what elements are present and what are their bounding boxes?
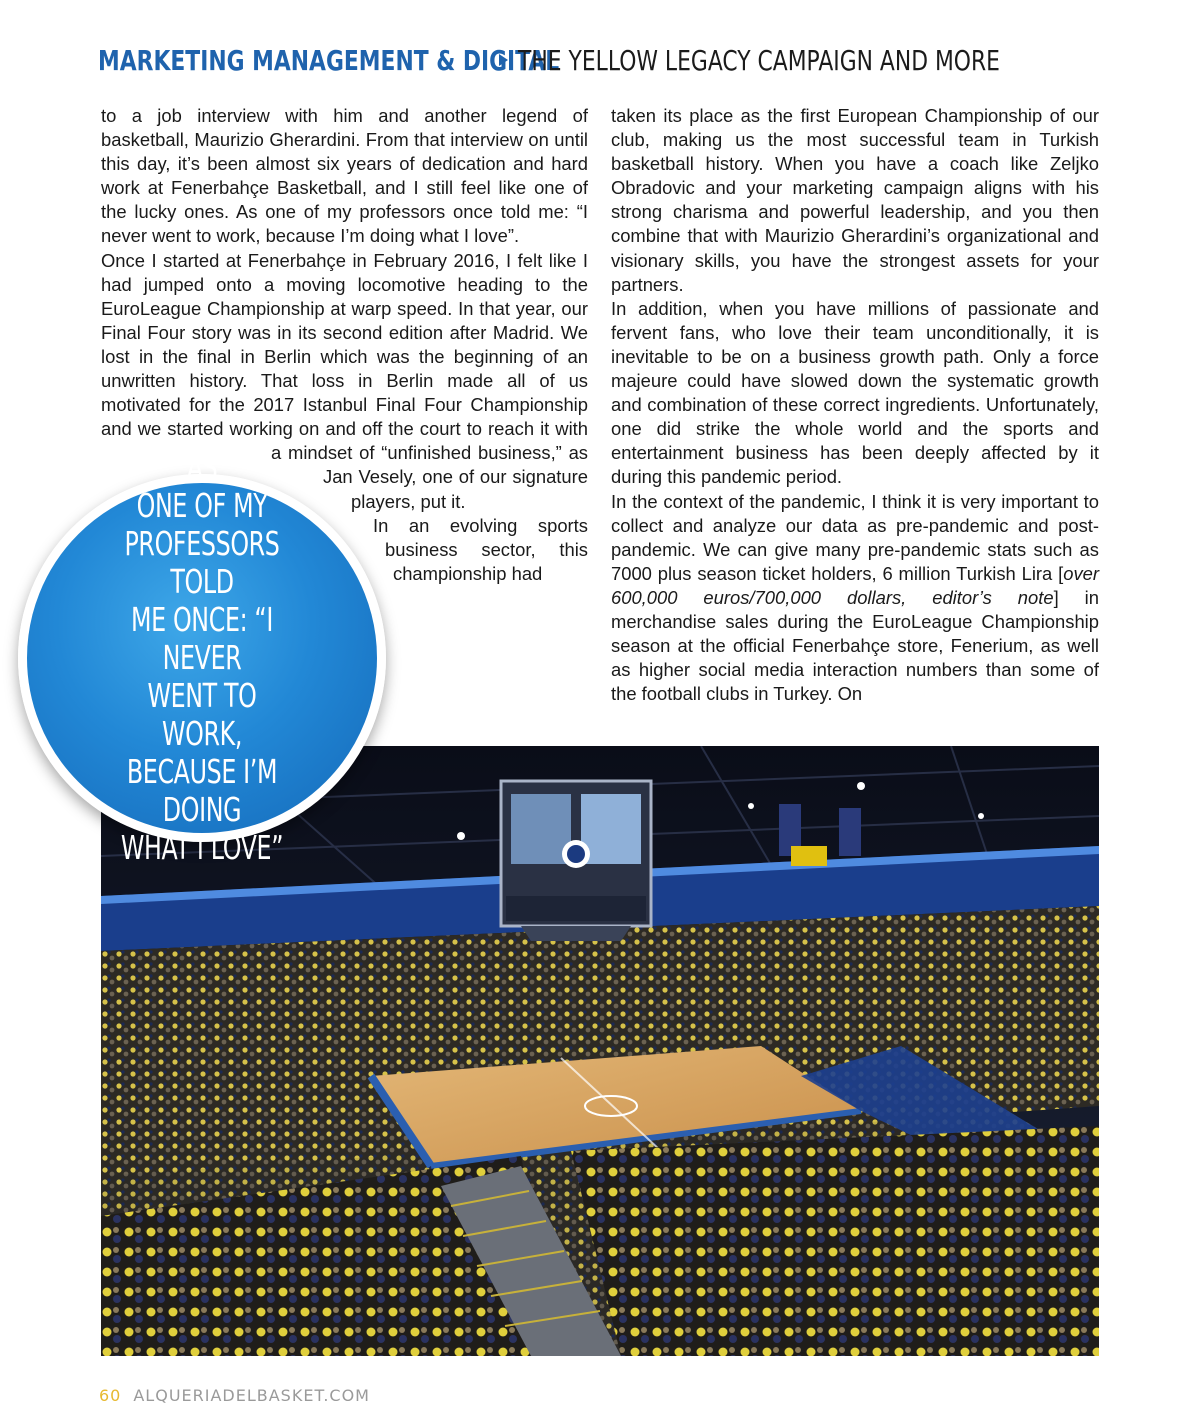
body-paragraph [611,490,1099,707]
page-header [98,40,1108,80]
section-title: MARKETING MANAGEMENT & DIGITAL [98,43,560,77]
crowd-right-foreground [571,1126,1099,1356]
article-title: THE YELLOW LEGACY CAMPAIGN AND MORE [518,43,1000,77]
body-paragraph: taken its place as the first European Championship of our club, making us the most successful team in Turkish basketball history. When you have a coach like Zeljko Obradovic and your marketing campaign aligns with his strong charisma and powerful leadership, and you then combine that with Maurizio Gherardini’s organizational and visionary skills, you have the strongest assets for your partners. [611,105,1099,295]
page-footer [99,1382,370,1408]
body-text: In the context of the pandemic, I think it is very important to collect and analyze our data as pre-pandemic and post-pandemic. We can give many pre-pandemic stats such as 7000 plus season ticket holders, 6 million Turkish Lira [ [611,490,1099,584]
pull-quote-text: AS ONE OF MY PROFESSORS TOLD ME ONCE: “I NEVER WENT TO WORK, BECAUSE I’M DOING WHAT I LOVE” [120,448,284,867]
body-paragraph: Once I started at Fenerbahçe in February 2016, I felt like I had jumped onto a moving locomotive heading to the EuroLeague Championship at warp speed. In that year, our Final Four story was in its second edition after Madrid. We lost in the final in Berlin which was the beginning of an unwritten history. That loss in Berlin made all of us motivated for the 2017 Istanbul Final Four Championship and we started working on and off the court to reach it with a mindset of “unfinished business,” as Jan Vesely, one of our signature players, put it. [101,249,588,512]
site-name: ALQUERIADELBASKET.COM [133,1385,370,1405]
pull-quote-circle [18,448,386,867]
body-paragraph: to a job interview with him and another legend of basketball, Maurizio Gherardini. From that interview on until this day, it’s been almost six years of dedication and hard work at Fenerbahçe Basketball, and I still feel like one of the lucky ones. As one of my professors once told me: “I never went to work, because I’m doing what I love”. [101,105,588,247]
body-paragraph: In an evolving sports business sector, this championship had [373,514,588,584]
page-number: 60 [99,1385,122,1405]
scoreboard [501,781,651,941]
editor-note: over 600,000 euros/700,000 dollars, editor’s note [611,562,1099,608]
body-paragraph: In addition, when you have millions of passionate and fervent fans, who love their team unconditionally, it is inevitable to be on a business growth path. Only a force majeure could have slowed down the systematic growth and combination of these correct ingredients. Unfortunately, one did strike the whole world and the sports and entertainment business has been deeply affected by it during this pandemic period. [611,297,1099,488]
right-column [611,104,1099,706]
body-text: ] in merchandise sales during the EuroLeague Championship season at the official Fenerbahçe store, Fenerium, as well as higher social media interaction numbers than some of the football clubs in Turkey. On [611,586,1099,705]
